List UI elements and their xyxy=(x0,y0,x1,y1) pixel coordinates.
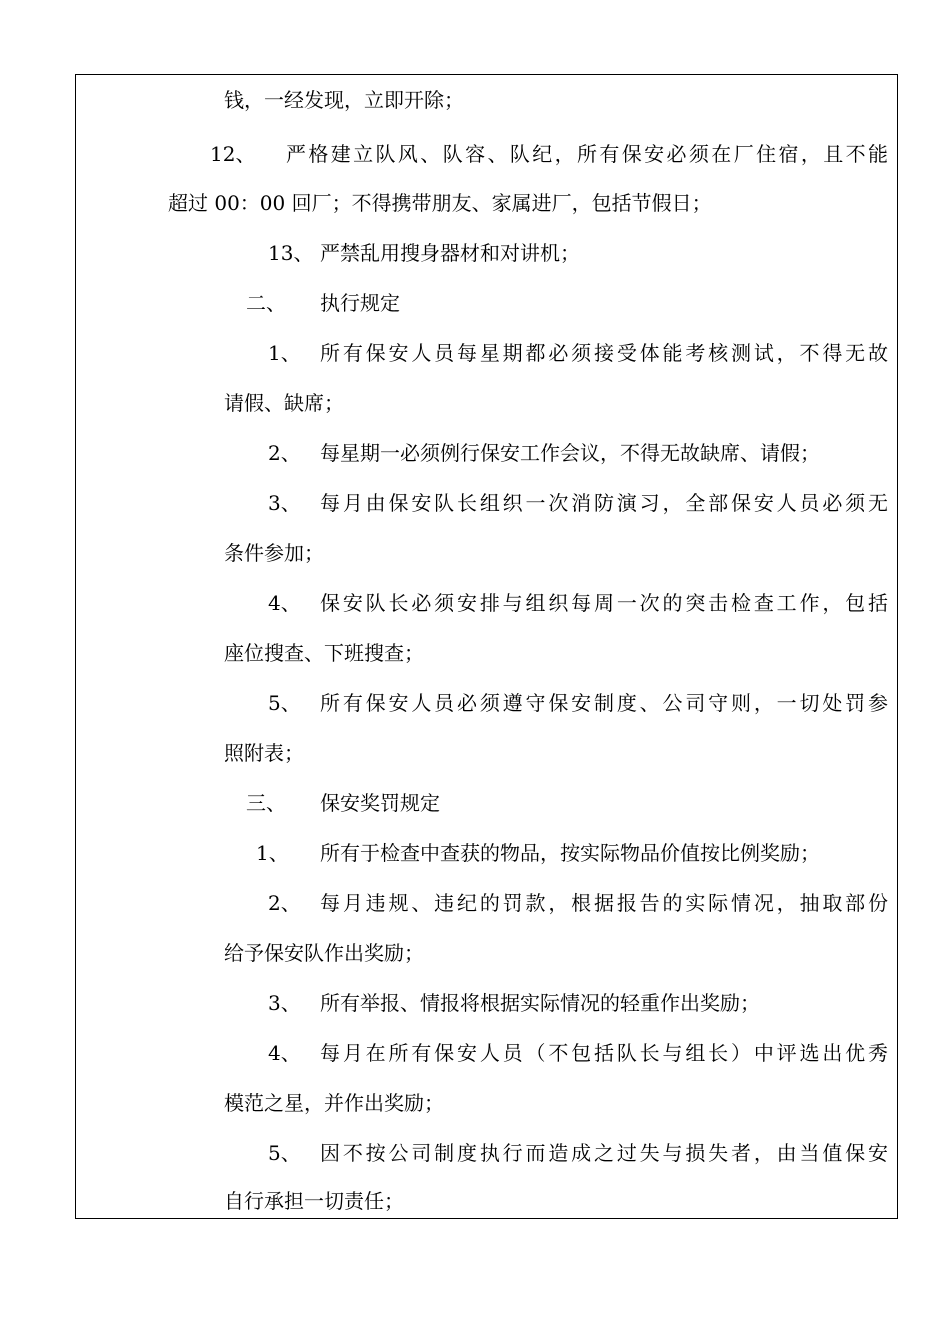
text-line: 保安队长必须安排与组织每周一次的突击检查工作，包括 xyxy=(320,591,888,615)
item-number: 2、 xyxy=(268,441,301,465)
text-line: 请假、缺席； xyxy=(224,391,344,415)
item-number: 3、 xyxy=(268,491,301,515)
text-line: 所有保安人员每星期都必须接受体能考核测试，不得无故 xyxy=(320,341,888,365)
item-number: 13、 xyxy=(268,241,314,265)
text-line: 每月在所有保安人员（不包括队长与组长）中评选出优秀 xyxy=(320,1041,888,1065)
text-line: 座位搜查、下班搜查； xyxy=(224,641,424,665)
text-line: 钱，一经发现，立即开除； xyxy=(224,88,464,112)
text-line: 所有举报、情报将根据实际情况的轻重作出奖励； xyxy=(320,991,760,1015)
item-number: 5、 xyxy=(268,1141,301,1165)
item-number: 4、 xyxy=(268,1041,301,1065)
text-line: 所有保安人员必须遵守保安制度、公司守则，一切处罚参 xyxy=(320,691,888,715)
item-number: 1、 xyxy=(256,841,289,865)
item-number: 4、 xyxy=(268,591,301,615)
item-number: 3、 xyxy=(268,991,301,1015)
section-title: 执行规定 xyxy=(320,291,400,315)
text-line: 所有于检查中查获的物品，按实际物品价值按比例奖励； xyxy=(320,841,820,865)
section-number: 二、 xyxy=(246,291,286,315)
text-line: 每星期一必须例行保安工作会议，不得无故缺席、请假； xyxy=(320,441,820,465)
text-line: 超过 00：00 回厂；不得携带朋友、家属进厂，包括节假日； xyxy=(168,191,712,215)
text-line: 每月由保安队长组织一次消防演习，全部保安人员必须无 xyxy=(320,491,888,515)
text-line: 条件参加； xyxy=(224,541,324,565)
item-number: 2、 xyxy=(268,891,301,915)
text-line: 每月违规、违纪的罚款，根据报告的实际情况，抽取部份 xyxy=(320,891,888,915)
section-number: 三、 xyxy=(246,791,286,815)
text-line: 给予保安队作出奖励； xyxy=(224,941,424,965)
text-line: 因不按公司制度执行而造成之过失与损失者，由当值保安 xyxy=(320,1141,888,1165)
item-number: 5、 xyxy=(268,691,301,715)
text-line: 照附表； xyxy=(224,741,304,765)
text-line: 自行承担一切责任； xyxy=(224,1189,404,1213)
text-line: 模范之星，并作出奖励； xyxy=(224,1091,444,1115)
text-line: 严格建立队风、队容、队纪，所有保安必须在厂住宿，且不能 xyxy=(286,142,888,166)
text-line: 严禁乱用搜身器材和对讲机； xyxy=(320,241,580,265)
item-number: 1、 xyxy=(268,341,301,365)
item-number: 12、 xyxy=(210,142,256,166)
section-title: 保安奖罚规定 xyxy=(320,791,440,815)
